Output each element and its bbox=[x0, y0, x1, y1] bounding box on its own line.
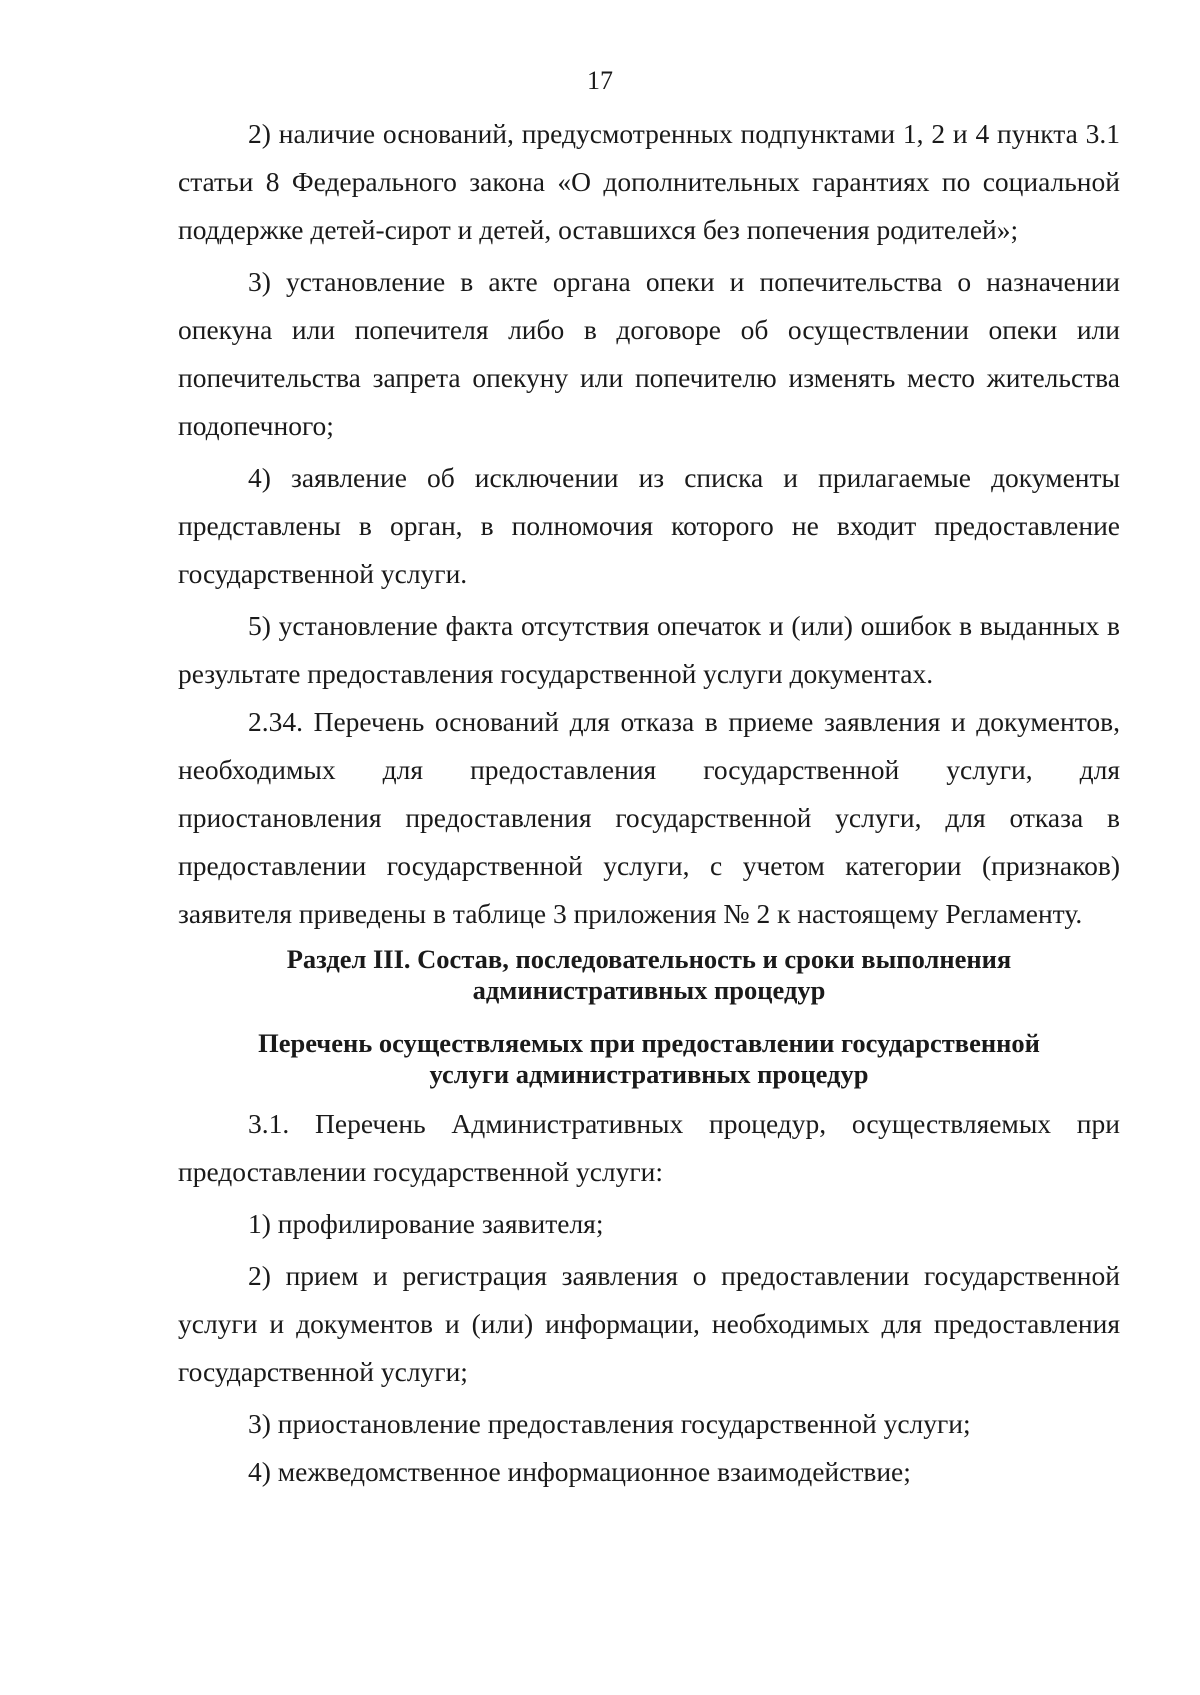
subsection-heading: Перечень осуществляемых при предоставлении государственной услуги административных процедур bbox=[258, 1028, 1040, 1089]
paragraph-3-1: 3.1. Перечень Административных процедур, осуществляемых при предоставлении государственной услуги: bbox=[178, 1108, 1120, 1187]
document-body bbox=[178, 110, 1120, 1496]
paragraph-item-5: 5) установление факта отсутствия опечаток и (или) ошибок в выданных в результате предоставления государственной услуги документах. bbox=[178, 610, 1120, 689]
page-number: 17 bbox=[587, 66, 613, 95]
procedure-item-1: 1) профилирование заявителя; bbox=[248, 1208, 604, 1239]
procedure-item-4: 4) межведомственное информационное взаимодействие; bbox=[248, 1456, 911, 1487]
paragraph-item-3: 3) установление в акте органа опеки и попечительства о назначении опекуна или попечителя либо в договоре об осуществлении опеки или попечительства запрета опекуну или попечителю изменять место жительства подопечного; bbox=[178, 266, 1120, 441]
paragraph-item-4: 4) заявление об исключении из списка и прилагаемые документы представлены в орган, в полномочия которого не входит предоставление государственной услуги. bbox=[178, 462, 1120, 589]
paragraph-2-34: 2.34. Перечень оснований для отказа в приеме заявления и документов, необходимых для предоставления государственной услуги, для приостановления предоставления государственной услуги, для отказа в предоставлении государственной услуги, с учетом категории (признаков) заявителя приведены в таблице 3 приложения № 2 к настоящему Регламенту. bbox=[178, 706, 1120, 929]
paragraph-item-2: 2) наличие оснований, предусмотренных подпунктами 1, 2 и 4 пункта 3.1 статьи 8 Федерального закона «О дополнительных гарантиях по социальной поддержке детей-сирот и детей, оставшихся без попечения родителей»; bbox=[178, 118, 1120, 245]
procedure-item-3: 3) приостановление предоставления государственной услуги; bbox=[248, 1408, 971, 1439]
procedure-item-2: 2) прием и регистрация заявления о предоставлении государственной услуги и документов и (или) информации, необходимых для предоставления государственной услуги; bbox=[178, 1260, 1120, 1387]
section-heading: Раздел III. Состав, последовательность и сроки выполнения административных процедур bbox=[286, 944, 1012, 1005]
